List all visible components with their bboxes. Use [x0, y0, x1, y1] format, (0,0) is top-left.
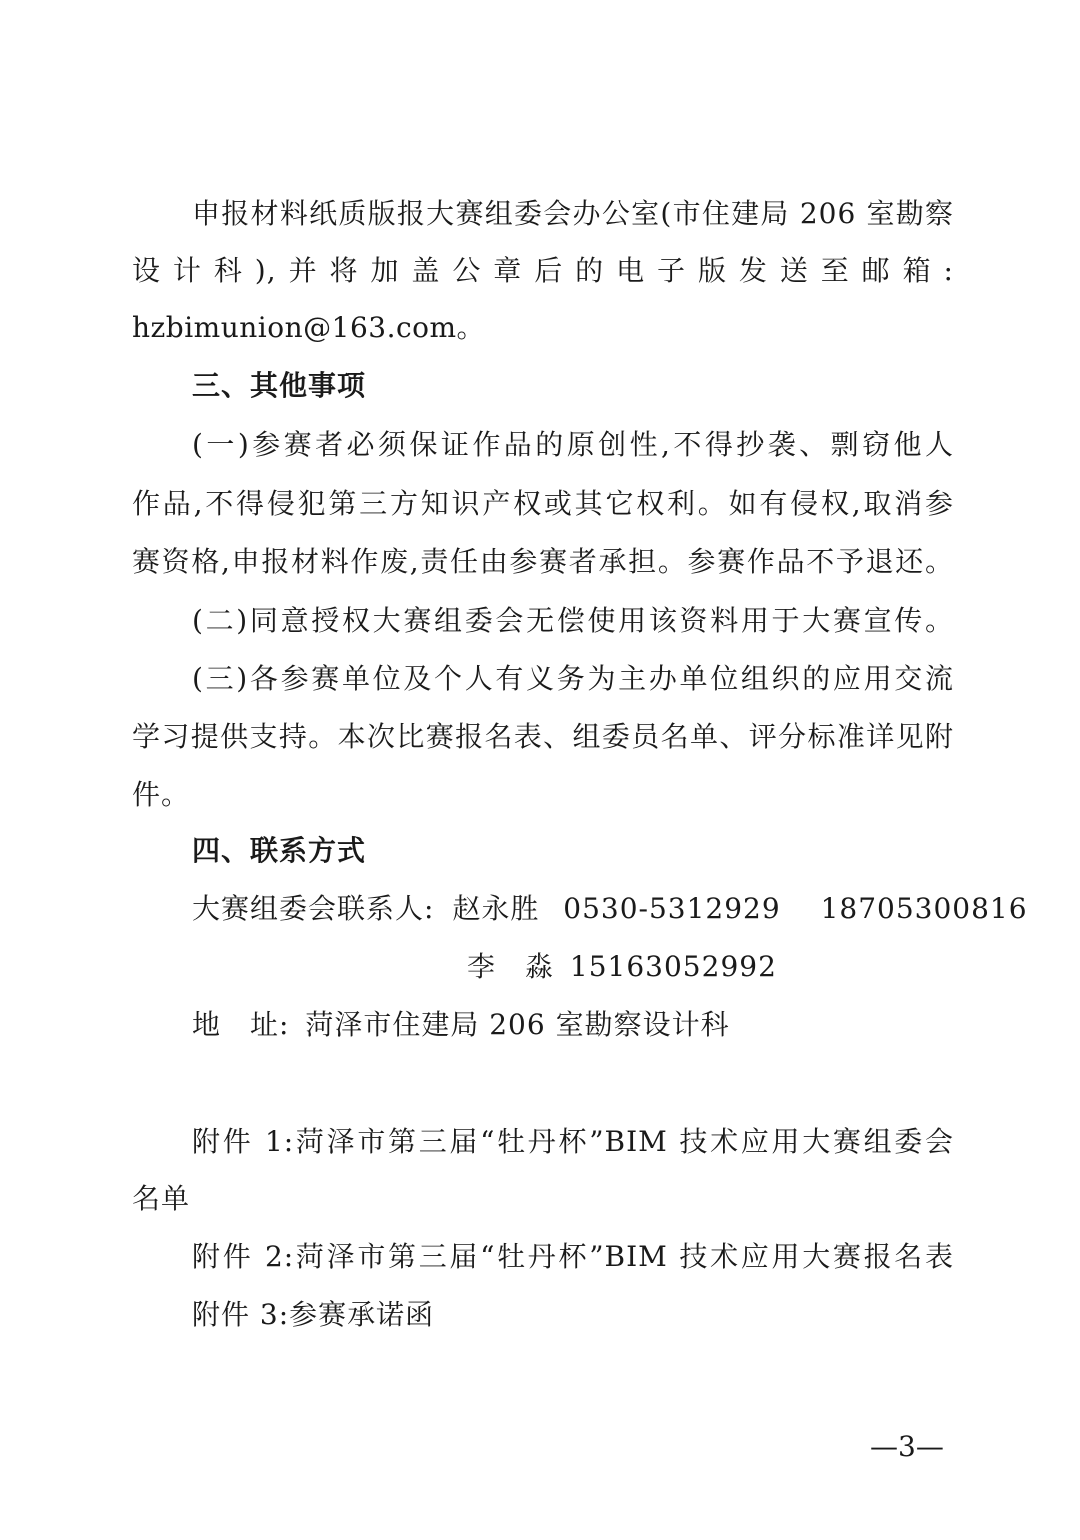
address-value: 菏泽市住建局 206 室勘察设计科	[305, 1008, 730, 1041]
submission-line-2: 设计科),并将加盖公章后的电子版发送至邮箱:	[132, 254, 954, 287]
contact-2-name: 李 淼	[467, 950, 555, 983]
section-3-item-3-line-1: (三)各参赛单位及个人有义务为主办单位组织的应用交流	[192, 662, 954, 695]
section-3-item-3-line-2: 学习提供支持。本次比赛报名表、组委员名单、评分标准详见附	[132, 720, 954, 753]
section-4-heading: 四、联系方式	[192, 834, 367, 867]
section-3-item-2: (二)同意授权大赛组委会无偿使用该资料用于大赛宣传。	[192, 604, 954, 637]
page-number: —3—	[870, 1430, 944, 1463]
section-3-item-1-line-3: 赛资格,申报材料作废,责任由参赛者承担。参赛作品不予退还。	[132, 545, 954, 578]
section-3-heading: 三、其他事项	[192, 369, 367, 402]
attachment-3: 附件 3:参赛承诺函	[192, 1298, 435, 1331]
attachment-2: 附件 2:菏泽市第三届“牡丹杯”BIM 技术应用大赛报名表	[192, 1240, 954, 1273]
attachment-1-line-2: 名单	[132, 1182, 191, 1215]
submission-email-line: hzbimunion@163.com。	[132, 311, 486, 344]
contact-label: 大赛组委会联系人:	[192, 892, 435, 925]
contact-line-2	[467, 945, 957, 989]
contact-line-1	[192, 887, 1028, 931]
contact-1-phone-2: 18705300816	[820, 892, 1028, 925]
section-3-item-3-line-3: 件。	[132, 778, 191, 811]
address-line	[192, 1003, 954, 1047]
contact-1-name: 赵永胜	[452, 892, 540, 925]
contact-1-phone-1: 0530-5312929	[563, 892, 781, 925]
section-3-item-1-line-2: 作品,不得侵犯第三方知识产权或其它权利。如有侵权,取消参	[132, 487, 954, 520]
address-label: 地 址:	[192, 1008, 290, 1041]
contact-2-phone: 15163052992	[569, 950, 777, 983]
section-3-item-1-line-1: (一)参赛者必须保证作品的原创性,不得抄袭、剽窃他人	[192, 428, 954, 461]
submission-line-1: 申报材料纸质版报大赛组委会办公室(市住建局 206 室勘察	[192, 197, 954, 230]
attachment-1-line-1: 附件 1:菏泽市第三届“牡丹杯”BIM 技术应用大赛组委会	[192, 1125, 954, 1158]
